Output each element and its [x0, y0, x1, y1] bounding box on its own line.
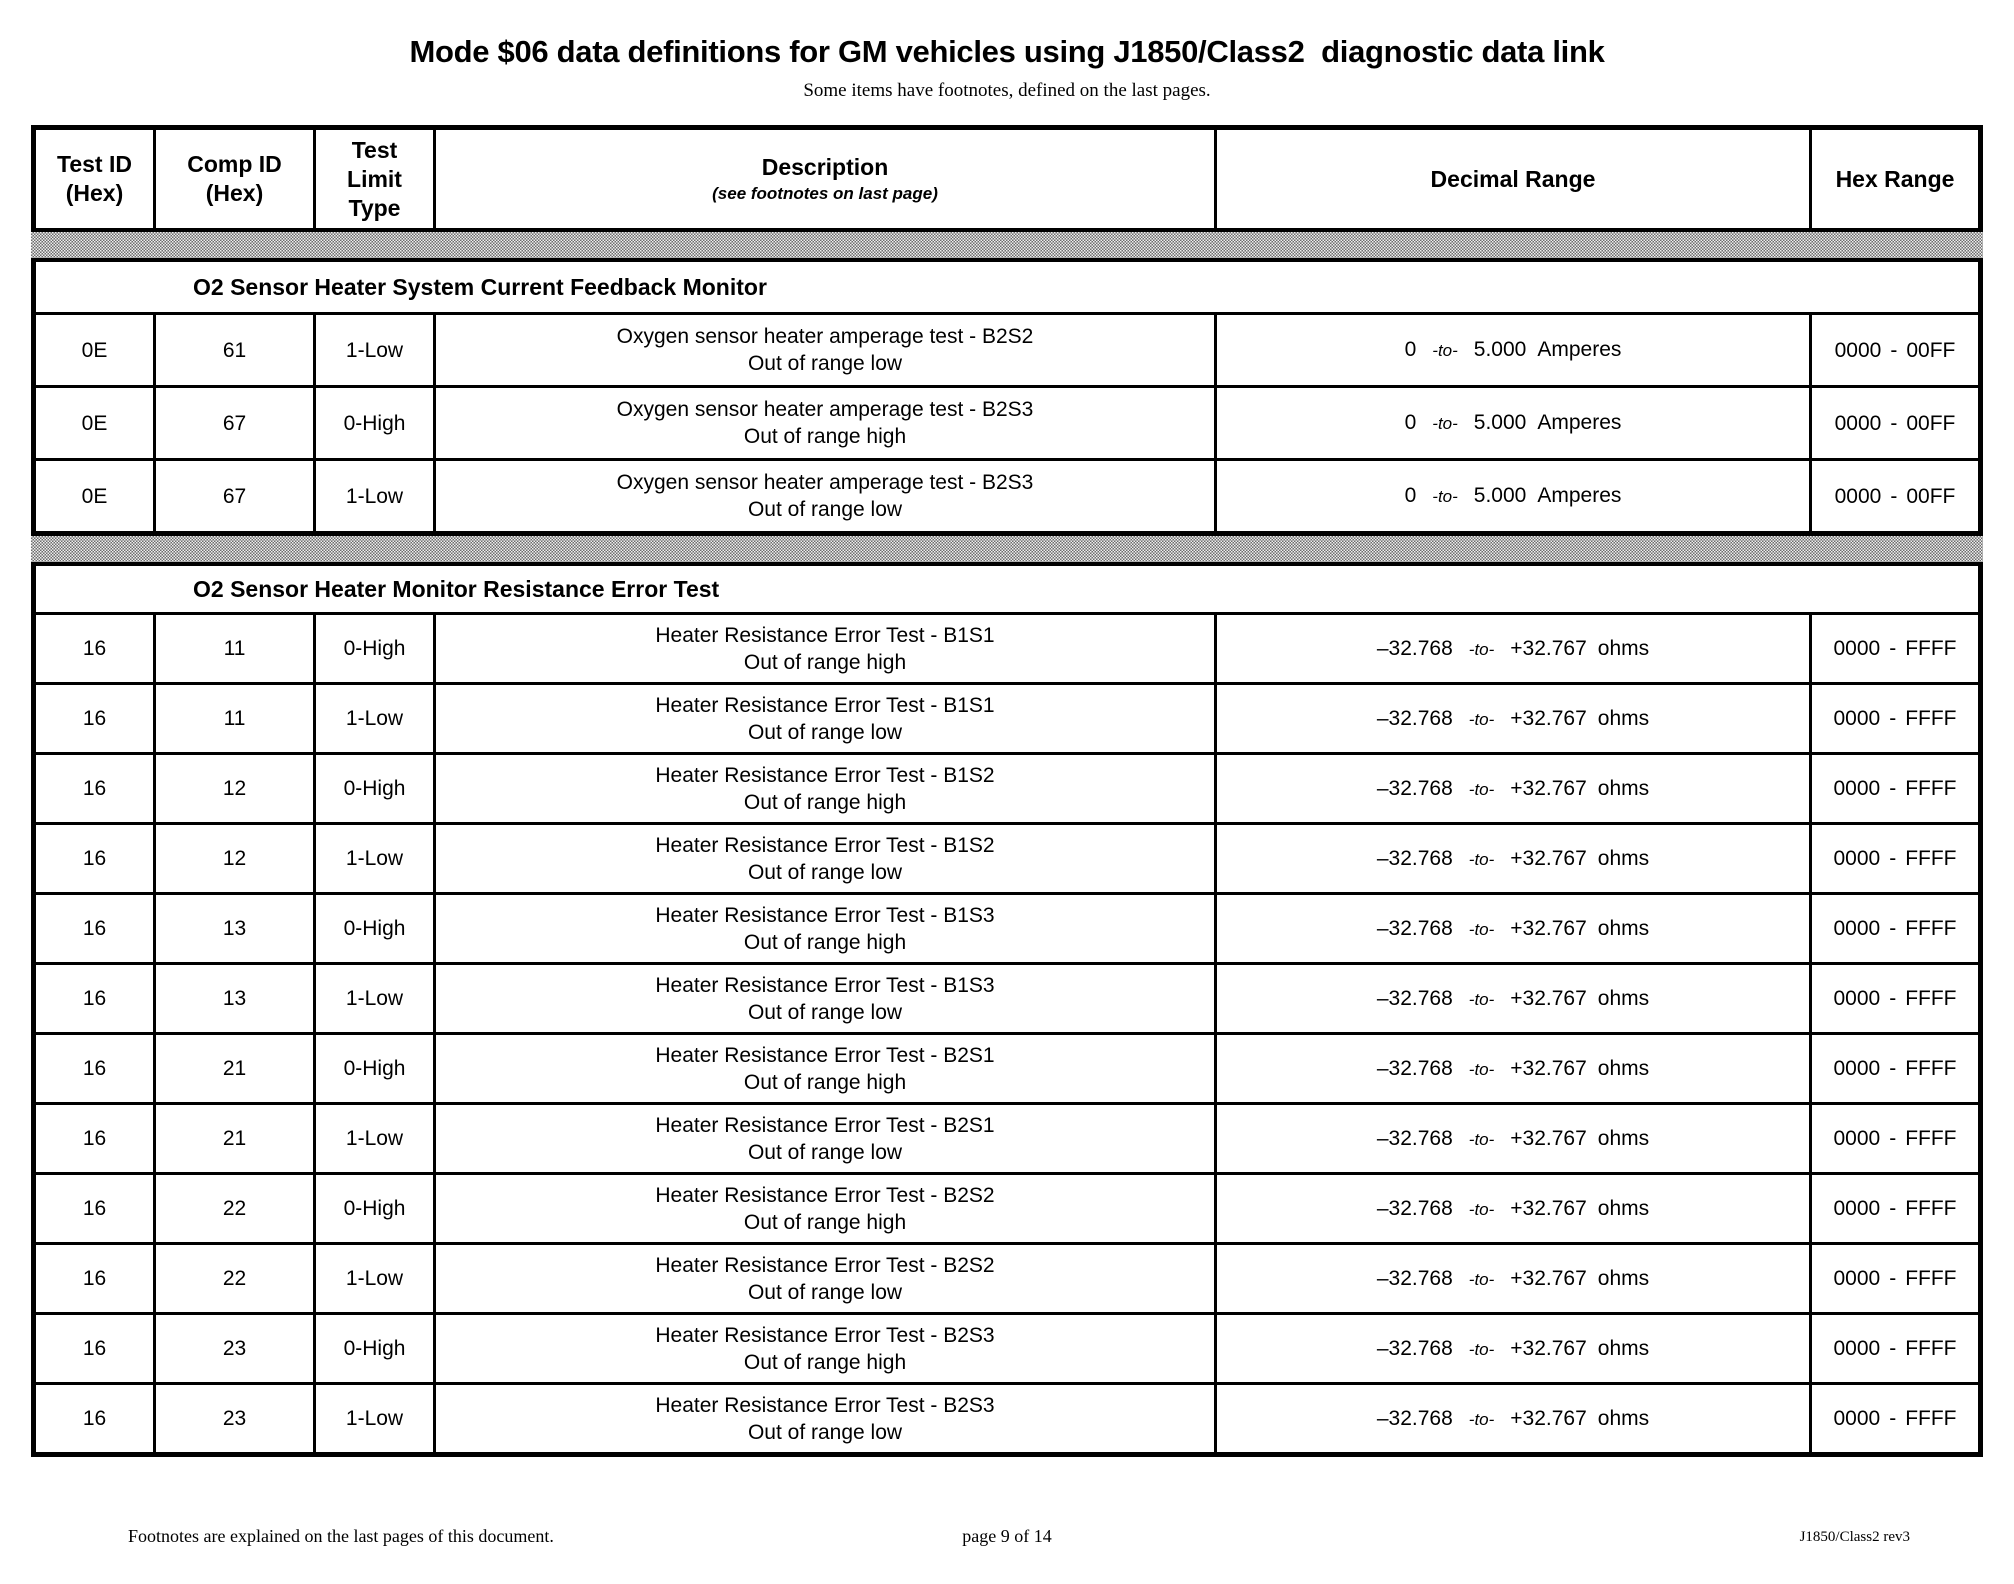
hex-min: 0000: [1833, 987, 1881, 1010]
description-line2: Out of range low: [747, 720, 903, 744]
header-hex-range-label: Hex Range: [1835, 165, 1955, 192]
table-row: [36, 1312, 1978, 1382]
header-limit-line2: Limit: [347, 165, 402, 192]
decimal-max: +32.767: [1510, 776, 1587, 800]
table-row: [36, 1172, 1978, 1242]
description-line2: Out of range low: [747, 498, 903, 521]
hex-min: 0000: [1833, 917, 1881, 940]
cell-description: [436, 1105, 1217, 1172]
decimal-unit: ohms: [1597, 636, 1650, 660]
decimal-unit: ohms: [1597, 986, 1650, 1010]
description-line2: Out of range high: [743, 930, 907, 954]
hex-range-dash: -: [1889, 1057, 1897, 1080]
hex-max: FFFF: [1905, 1337, 1957, 1360]
decimal-unit: Amperes: [1537, 484, 1622, 507]
hex-min: 0000: [1834, 484, 1882, 508]
cell-description: [436, 315, 1217, 385]
decimal-min: –32.768: [1376, 916, 1453, 940]
description-line1: Heater Resistance Error Test - B1S1: [655, 623, 995, 647]
cell-hex-range: [1812, 315, 1978, 385]
cell-test-id: 16: [36, 755, 156, 822]
header-test-id-line2: (Hex): [65, 180, 124, 206]
hex-range-dash: -: [1889, 1127, 1897, 1150]
decimal-unit: ohms: [1597, 846, 1650, 870]
cell-description: [436, 965, 1217, 1032]
cell-comp-id: 23: [156, 1315, 316, 1382]
hex-max: FFFF: [1905, 987, 1957, 1010]
header-description: [436, 130, 1217, 228]
cell-description: [436, 825, 1217, 892]
hatched-divider-band: [31, 536, 1983, 562]
cell-decimal-range: [1217, 615, 1812, 682]
description-line1: Heater Resistance Error Test - B2S1: [655, 1113, 995, 1137]
description-line1: Heater Resistance Error Test - B2S2: [655, 1183, 995, 1207]
cell-test-limit-type: 0-High: [316, 388, 436, 458]
cell-test-id: 16: [36, 1175, 156, 1242]
cell-comp-id: 11: [156, 615, 316, 682]
decimal-unit: ohms: [1597, 1406, 1650, 1430]
decimal-max: +32.767: [1510, 986, 1587, 1010]
decimal-unit: Amperes: [1537, 411, 1622, 434]
cell-description: [436, 1175, 1217, 1242]
cell-comp-id: 67: [156, 388, 316, 458]
description-line2: Out of range low: [747, 1140, 903, 1164]
description-line1: Heater Resistance Error Test - B1S2: [655, 833, 995, 857]
to-label: -to-: [1468, 1199, 1495, 1219]
cell-test-limit-type: 1-Low: [316, 1385, 436, 1452]
data-definitions-table: [31, 125, 1983, 1457]
description-line2: Out of range high: [743, 650, 907, 674]
decimal-unit: ohms: [1597, 1266, 1650, 1290]
to-label: -to-: [1432, 487, 1458, 506]
cell-decimal-range: [1217, 685, 1812, 752]
section-header: O2 Sensor Heater System Current Feedback Monitor: [193, 273, 767, 300]
to-label: -to-: [1468, 1339, 1495, 1359]
section-rows: [36, 312, 1978, 531]
hex-range-dash: -: [1890, 338, 1898, 362]
to-label: -to-: [1432, 341, 1458, 360]
table-row: [36, 1102, 1978, 1172]
hex-max: 00FF: [1906, 411, 1956, 435]
to-label: -to-: [1468, 989, 1495, 1009]
cell-test-id: 16: [36, 1245, 156, 1312]
description-line2: Out of range low: [747, 860, 903, 884]
decimal-max: +32.767: [1510, 846, 1587, 870]
description-line1: Heater Resistance Error Test - B1S2: [655, 763, 995, 787]
hex-max: FFFF: [1905, 917, 1957, 940]
footer-page-number: page 9 of 14: [962, 1526, 1052, 1546]
decimal-min: 0: [1404, 411, 1417, 434]
hex-range-dash: -: [1890, 411, 1898, 435]
hex-range-dash: -: [1890, 484, 1898, 508]
cell-hex-range: [1812, 825, 1978, 892]
cell-test-id: 16: [36, 615, 156, 682]
hex-min: 0000: [1833, 1407, 1881, 1430]
description-line2: Out of range high: [743, 1210, 907, 1234]
hex-min: 0000: [1833, 1197, 1881, 1220]
header-limit-line1: Test: [351, 136, 398, 163]
cell-description: [436, 685, 1217, 752]
description-line2: Out of range high: [743, 1070, 907, 1094]
cell-hex-range: [1812, 1245, 1978, 1312]
hex-min: 0000: [1833, 847, 1881, 870]
cell-comp-id: 11: [156, 685, 316, 752]
cell-comp-id: 13: [156, 895, 316, 962]
cell-test-id: 16: [36, 1105, 156, 1172]
hex-max: FFFF: [1905, 637, 1957, 660]
hex-range-dash: -: [1889, 1267, 1897, 1290]
hex-range-dash: -: [1889, 1407, 1897, 1430]
cell-test-id: 16: [36, 825, 156, 892]
cell-description: [436, 1035, 1217, 1102]
table-row: [36, 1242, 1978, 1312]
description-line1: Oxygen sensor heater amperage test - B2S2: [616, 325, 1034, 348]
cell-test-limit-type: 1-Low: [316, 965, 436, 1032]
hex-range-dash: -: [1889, 847, 1897, 870]
cell-decimal-range: [1217, 1385, 1812, 1452]
hex-range-dash: -: [1889, 637, 1897, 660]
hex-range-dash: -: [1889, 1197, 1897, 1220]
decimal-min: –32.768: [1376, 706, 1453, 730]
cell-hex-range: [1812, 388, 1978, 458]
hex-range-dash: -: [1889, 917, 1897, 940]
decimal-min: –32.768: [1376, 986, 1453, 1010]
cell-comp-id: 23: [156, 1385, 316, 1452]
description-line1: Heater Resistance Error Test - B2S2: [655, 1253, 995, 1277]
cell-decimal-range: [1217, 1315, 1812, 1382]
description-line1: Heater Resistance Error Test - B2S1: [655, 1043, 995, 1067]
decimal-min: –32.768: [1376, 636, 1453, 660]
decimal-min: –32.768: [1376, 846, 1453, 870]
cell-test-id: 16: [36, 1385, 156, 1452]
decimal-unit: ohms: [1597, 706, 1650, 730]
decimal-max: +32.767: [1510, 916, 1587, 940]
table-row: [36, 892, 1978, 962]
decimal-unit: ohms: [1597, 1126, 1650, 1150]
hex-max: FFFF: [1905, 847, 1957, 870]
header-decimal-range-label: Decimal Range: [1430, 165, 1596, 192]
header-comp-id-line1: Comp ID: [187, 151, 282, 177]
hex-max: 00FF: [1906, 484, 1956, 508]
header-comp-id: [156, 130, 316, 228]
cell-description: [436, 755, 1217, 822]
cell-hex-range: [1812, 755, 1978, 822]
decimal-max: +32.767: [1510, 1336, 1587, 1360]
cell-description: [436, 1315, 1217, 1382]
cell-test-limit-type: 0-High: [316, 1035, 436, 1102]
decimal-min: –32.768: [1376, 1056, 1453, 1080]
cell-test-limit-type: 0-High: [316, 895, 436, 962]
decimal-min: 0: [1404, 338, 1417, 361]
hex-max: FFFF: [1905, 1127, 1957, 1150]
hex-min: 0000: [1833, 1057, 1881, 1080]
decimal-unit: ohms: [1597, 1336, 1650, 1360]
hex-max: FFFF: [1905, 1197, 1957, 1220]
decimal-min: –32.768: [1376, 1196, 1453, 1220]
cell-comp-id: 21: [156, 1035, 316, 1102]
cell-comp-id: 13: [156, 965, 316, 1032]
cell-test-limit-type: 1-Low: [316, 1105, 436, 1172]
cell-hex-range: [1812, 1175, 1978, 1242]
cell-comp-id: 22: [156, 1175, 316, 1242]
decimal-unit: ohms: [1597, 1196, 1650, 1220]
page-title: Mode $06 data definitions for GM vehicles using J1850/Class2 diagnostic data link: [409, 34, 1605, 69]
decimal-max: +32.767: [1510, 1126, 1587, 1150]
table-row: [36, 1382, 1978, 1452]
cell-test-limit-type: 1-Low: [316, 825, 436, 892]
cell-decimal-range: [1217, 755, 1812, 822]
header-test-id: [36, 130, 156, 228]
table-row: [36, 962, 1978, 1032]
footer-doc-revision: J1850/Class2 rev3: [1799, 1529, 1910, 1545]
hex-max: FFFF: [1905, 1267, 1957, 1290]
hex-range-dash: -: [1889, 1337, 1897, 1360]
table-row: [36, 1032, 1978, 1102]
section-header: O2 Sensor Heater Monitor Resistance Error Test: [193, 575, 720, 602]
cell-description: [436, 615, 1217, 682]
section-rows: [36, 612, 1978, 1452]
cell-description: [436, 1245, 1217, 1312]
hex-max: 00FF: [1906, 338, 1956, 362]
hex-min: 0000: [1833, 1267, 1881, 1290]
decimal-unit: Amperes: [1537, 338, 1622, 361]
decimal-max: +32.767: [1510, 636, 1587, 660]
cell-test-limit-type: 1-Low: [316, 685, 436, 752]
cell-hex-range: [1812, 461, 1978, 531]
cell-test-limit-type: 1-Low: [316, 315, 436, 385]
cell-comp-id: 22: [156, 1245, 316, 1312]
header-description-label: Description: [761, 153, 889, 180]
decimal-max: +32.767: [1510, 1406, 1587, 1430]
description-line1: Oxygen sensor heater amperage test - B2S3: [616, 471, 1034, 494]
cell-decimal-range: [1217, 461, 1812, 531]
cell-decimal-range: [1217, 388, 1812, 458]
to-label: -to-: [1432, 414, 1458, 433]
hex-min: 0000: [1834, 411, 1882, 435]
to-label: -to-: [1468, 639, 1495, 659]
description-line1: Oxygen sensor heater amperage test - B2S3: [616, 398, 1034, 421]
description-line2: Out of range low: [747, 1000, 903, 1024]
cell-hex-range: [1812, 1035, 1978, 1102]
cell-test-limit-type: 0-High: [316, 1175, 436, 1242]
hex-max: FFFF: [1905, 1057, 1957, 1080]
cell-test-id: 16: [36, 1315, 156, 1382]
decimal-unit: ohms: [1597, 1056, 1650, 1080]
table-row: [36, 385, 1978, 458]
decimal-max: 5.000: [1473, 338, 1527, 361]
description-line2: Out of range low: [747, 1280, 903, 1304]
cell-description: [436, 461, 1217, 531]
to-label: -to-: [1468, 779, 1495, 799]
header-test-limit-type: [316, 130, 436, 228]
hex-max: FFFF: [1905, 1407, 1957, 1430]
to-label: -to-: [1468, 919, 1495, 939]
cell-hex-range: [1812, 615, 1978, 682]
decimal-max: +32.767: [1510, 1196, 1587, 1220]
hatched-divider-band: [31, 232, 1983, 258]
decimal-min: –32.768: [1376, 776, 1453, 800]
hex-range-dash: -: [1889, 777, 1897, 800]
section-o2-heater-resistance-error: [31, 562, 1983, 1457]
description-line2: Out of range high: [743, 790, 907, 814]
cell-hex-range: [1812, 1105, 1978, 1172]
cell-test-id: 16: [36, 965, 156, 1032]
to-label: -to-: [1468, 849, 1495, 869]
cell-description: [436, 895, 1217, 962]
cell-hex-range: [1812, 685, 1978, 752]
cell-test-id: 16: [36, 895, 156, 962]
header-limit-line3: Type: [348, 194, 401, 221]
to-label: -to-: [1468, 1409, 1495, 1429]
hex-min: 0000: [1833, 777, 1881, 800]
cell-decimal-range: [1217, 1105, 1812, 1172]
cell-decimal-range: [1217, 315, 1812, 385]
cell-comp-id: 12: [156, 755, 316, 822]
page-subtitle: Some items have footnotes, defined on the last pages.: [803, 80, 1211, 101]
header-hex-range: [1812, 130, 1978, 228]
cell-test-limit-type: 0-High: [316, 615, 436, 682]
cell-hex-range: [1812, 895, 1978, 962]
table-row: [36, 682, 1978, 752]
hex-min: 0000: [1833, 637, 1881, 660]
cell-decimal-range: [1217, 1175, 1812, 1242]
hex-min: 0000: [1834, 338, 1882, 362]
section-o2-heater-current-feedback: [31, 258, 1983, 536]
header-description-note: (see footnotes on last page): [712, 183, 938, 203]
cell-decimal-range: [1217, 825, 1812, 892]
table-header-row: [31, 125, 1983, 232]
description-line1: Heater Resistance Error Test - B1S3: [655, 973, 995, 997]
cell-test-limit-type: 0-High: [316, 755, 436, 822]
decimal-max: 5.000: [1473, 411, 1527, 434]
decimal-unit: ohms: [1597, 776, 1650, 800]
cell-test-id: 0E: [36, 315, 156, 385]
decimal-min: –32.768: [1376, 1336, 1453, 1360]
to-label: -to-: [1468, 709, 1495, 729]
cell-comp-id: 67: [156, 461, 316, 531]
table-row: [36, 312, 1978, 385]
description-line1: Heater Resistance Error Test - B1S3: [655, 903, 995, 927]
decimal-min: –32.768: [1376, 1266, 1453, 1290]
cell-test-limit-type: 0-High: [316, 1315, 436, 1382]
to-label: -to-: [1468, 1269, 1495, 1289]
cell-decimal-range: [1217, 965, 1812, 1032]
table-row: [36, 458, 1978, 531]
hex-range-dash: -: [1889, 707, 1897, 730]
description-line1: Heater Resistance Error Test - B2S3: [655, 1323, 995, 1347]
cell-comp-id: 61: [156, 315, 316, 385]
cell-test-id: 0E: [36, 388, 156, 458]
header-comp-id-line2: (Hex): [205, 180, 264, 206]
hex-range-dash: -: [1889, 987, 1897, 1010]
description-line2: Out of range high: [743, 1350, 907, 1374]
table-row: [36, 752, 1978, 822]
decimal-unit: ohms: [1597, 916, 1650, 940]
decimal-max: +32.767: [1510, 1056, 1587, 1080]
decimal-max: +32.767: [1510, 706, 1587, 730]
description-line1: Heater Resistance Error Test - B2S3: [655, 1393, 995, 1417]
cell-hex-range: [1812, 965, 1978, 1032]
hex-min: 0000: [1833, 1127, 1881, 1150]
decimal-max: 5.000: [1473, 484, 1527, 507]
hex-min: 0000: [1833, 1337, 1881, 1360]
header-decimal-range: [1217, 130, 1812, 228]
decimal-min: –32.768: [1376, 1406, 1453, 1430]
cell-decimal-range: [1217, 1245, 1812, 1312]
hex-min: 0000: [1833, 707, 1881, 730]
description-line2: Out of range low: [747, 1420, 903, 1444]
header-test-id-line1: Test ID: [57, 151, 132, 177]
to-label: -to-: [1468, 1129, 1495, 1149]
hex-max: FFFF: [1905, 777, 1957, 800]
cell-comp-id: 12: [156, 825, 316, 892]
cell-test-id: 0E: [36, 461, 156, 531]
cell-description: [436, 388, 1217, 458]
hex-max: FFFF: [1905, 707, 1957, 730]
footer-footnotes-text: Footnotes are explained on the last pages of this document.: [128, 1526, 554, 1546]
decimal-max: +32.767: [1510, 1266, 1587, 1290]
decimal-min: –32.768: [1376, 1126, 1453, 1150]
cell-decimal-range: [1217, 1035, 1812, 1102]
cell-test-id: 16: [36, 1035, 156, 1102]
cell-decimal-range: [1217, 895, 1812, 962]
table-row: [36, 822, 1978, 892]
description-line1: Heater Resistance Error Test - B1S1: [655, 693, 995, 717]
description-line2: Out of range high: [743, 425, 907, 448]
to-label: -to-: [1468, 1059, 1495, 1079]
cell-test-id: 16: [36, 685, 156, 752]
cell-test-limit-type: 1-Low: [316, 1245, 436, 1312]
cell-description: [436, 1385, 1217, 1452]
description-line2: Out of range low: [747, 352, 903, 375]
cell-test-limit-type: 1-Low: [316, 461, 436, 531]
cell-comp-id: 21: [156, 1105, 316, 1172]
decimal-min: 0: [1404, 484, 1417, 507]
cell-hex-range: [1812, 1315, 1978, 1382]
cell-hex-range: [1812, 1385, 1978, 1452]
table-row: [36, 612, 1978, 682]
